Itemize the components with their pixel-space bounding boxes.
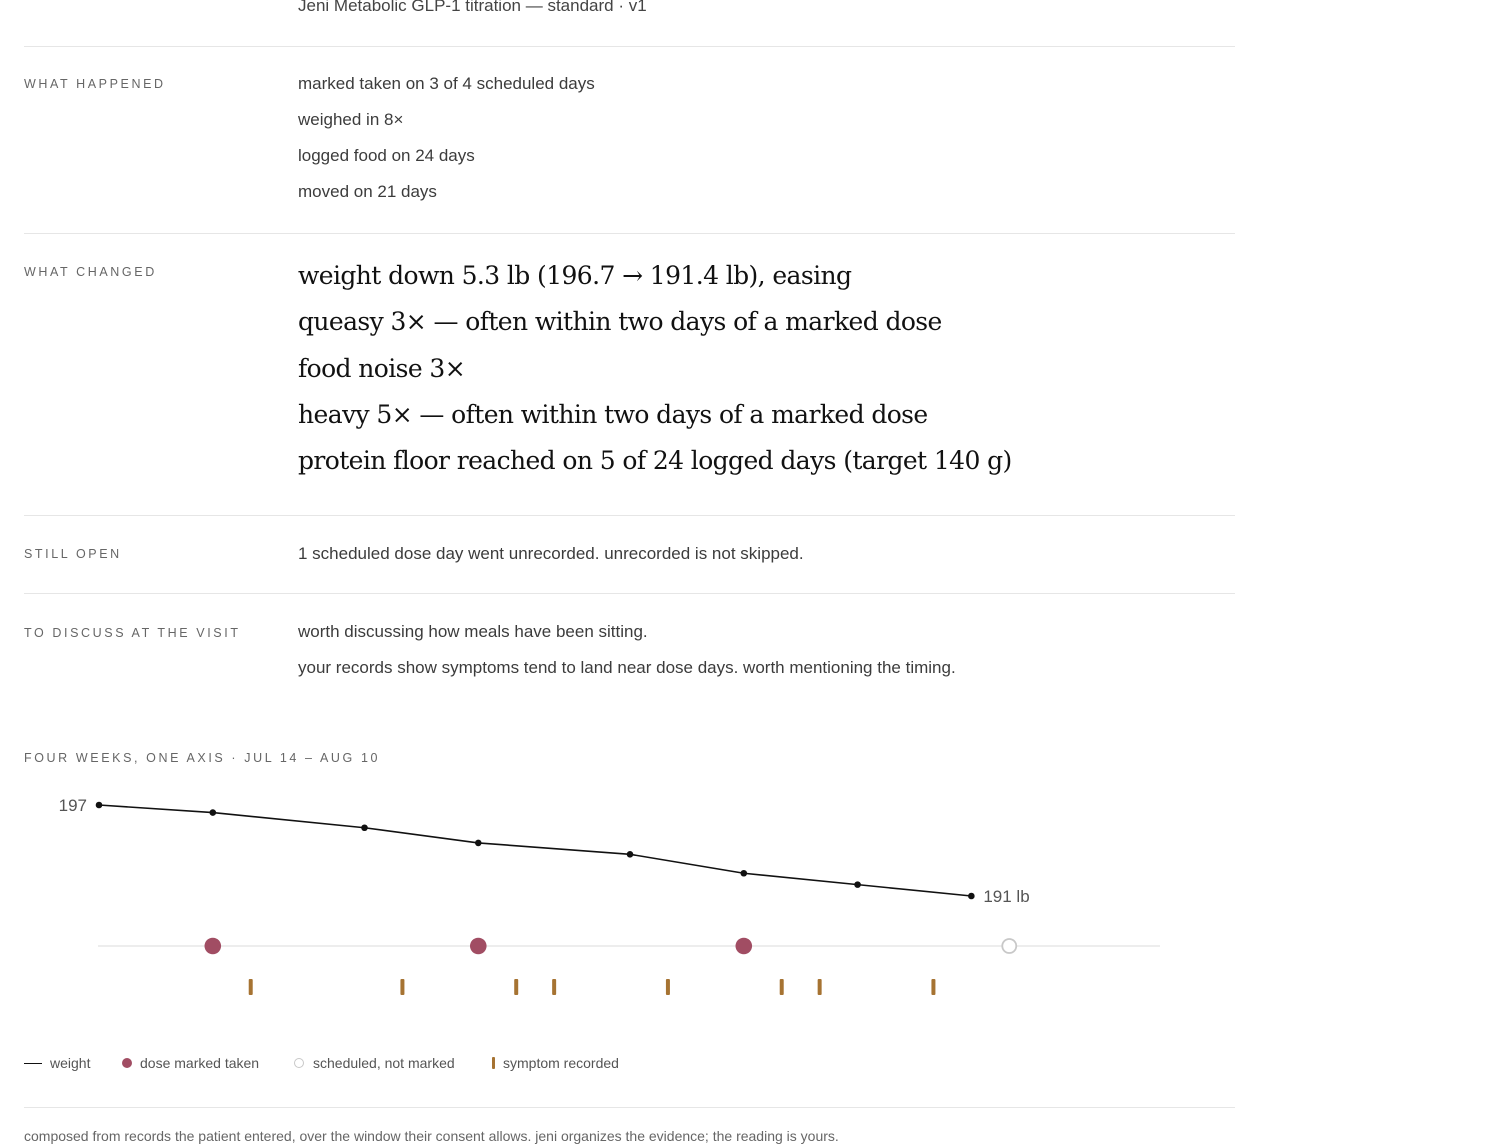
symptom-tick [780,979,784,995]
ring-swatch-icon [294,1058,304,1068]
chart-title: FOUR WEEKS, ONE AXIS · JUL 14 – AUG 10 [24,751,381,765]
legend-label: scheduled, not marked [313,1055,455,1071]
weight-point [740,870,747,877]
changed-line: queasy 3× — often within two days of a marked dose [298,307,942,337]
legend-item-dose-unmarked [294,1055,455,1071]
dot-swatch-icon [122,1058,132,1068]
section-label: WHAT CHANGED [24,265,157,279]
dose-marked-dot [735,938,752,955]
section-label: STILL OPEN [24,547,122,561]
weight-point [209,809,216,816]
weight-start-label: 197 [58,796,87,815]
footer-divider [24,1107,1235,1108]
discuss-line: your records show symptoms tend to land near dose days. worth mentioning the timing. [298,658,956,677]
happened-line: logged food on 24 days [298,146,475,165]
section-label: WHAT HAPPENED [24,77,166,91]
legend-item-symptom [492,1055,619,1071]
symptom-tick [818,979,822,995]
dose-marked-dot [470,938,487,955]
symptom-tick [666,979,670,995]
discuss-line: worth discussing how meals have been sitting. [298,622,648,641]
section-label: TO DISCUSS AT THE VISIT [24,626,241,640]
changed-line: protein floor reached on 5 of 24 logged days (target 140 g) [298,446,1012,476]
symptom-tick [931,979,935,995]
changed-line: heavy 5× — often within two days of a marked dose [298,399,928,429]
changed-line: weight down 5.3 lb (196.7 → 191.4 lb), easing [298,261,852,290]
weight-point [475,840,482,847]
changed-line: food noise 3× [298,353,466,383]
happened-line: moved on 21 days [298,182,437,201]
symptom-tick [514,979,518,995]
symptom-tick [400,979,404,995]
legend-item-weight [24,1055,90,1071]
protocol-subtitle: Jeni Metabolic GLP-1 titration — standard · v1 [298,0,647,15]
weight-line [99,805,971,896]
weight-point [968,893,975,900]
dose-marked-dot [204,938,221,955]
weight-dose-chart [24,0,1235,1147]
legend-label: weight [50,1055,91,1071]
weight-point [96,802,103,809]
symptom-tick [552,979,556,995]
legend-label: symptom recorded [503,1055,619,1071]
open-line: 1 scheduled dose day went unrecorded. unrecorded is not skipped. [298,544,804,563]
weight-end-label: 191 lb [983,887,1030,906]
tick-swatch-icon [492,1057,495,1069]
legend-item-dose-marked [122,1055,259,1071]
happened-line: weighed in 8× [298,110,404,129]
line-swatch-icon [24,1063,42,1064]
weight-point [627,851,634,858]
happened-line: marked taken on 3 of 4 scheduled days [298,74,595,93]
weight-point [854,881,861,888]
footer-note: composed from records the patient entered, over the window their consent allows. jeni organizes the evidence; the reading is yours. [24,1128,839,1144]
legend-label: dose marked taken [140,1055,260,1071]
weight-point [361,824,368,831]
dose-unmarked-ring [1002,939,1016,953]
symptom-tick [249,979,253,995]
